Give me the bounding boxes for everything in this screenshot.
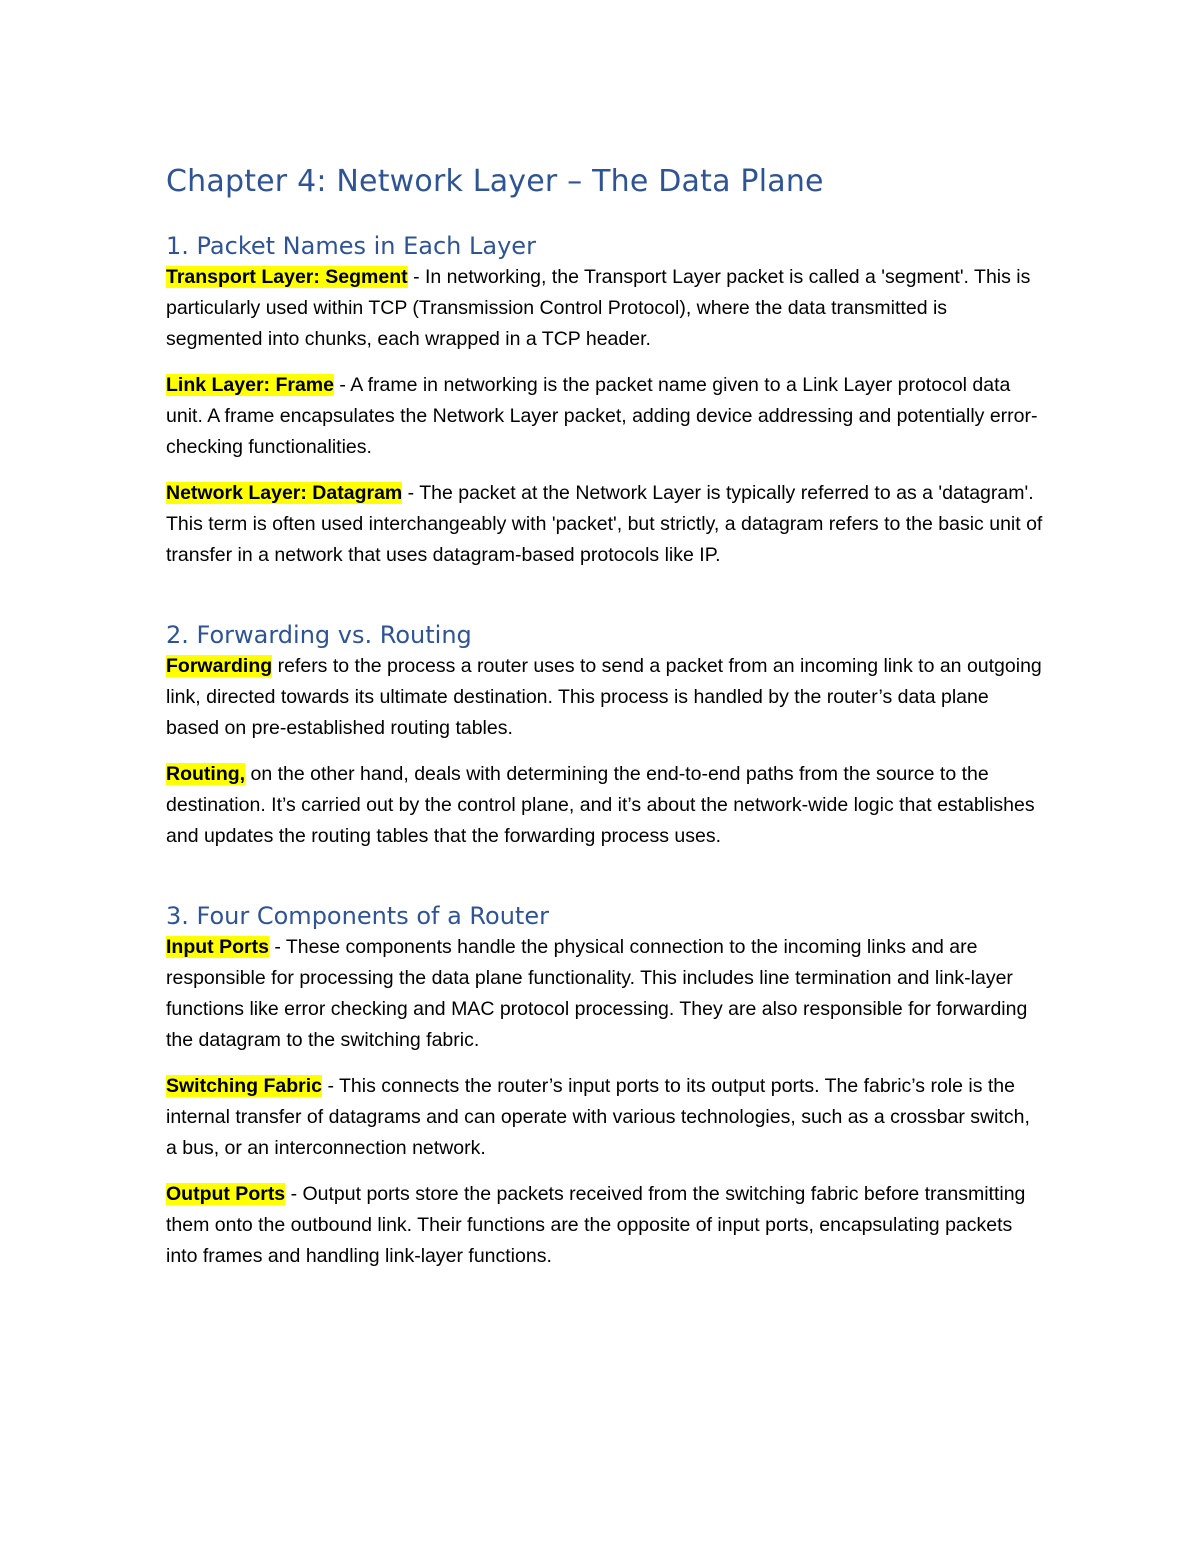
paragraph-transport-layer	[166, 262, 1046, 355]
highlighted-term: Routing,	[166, 763, 246, 785]
document-content	[166, 160, 1046, 1272]
highlighted-term: Transport Layer: Segment	[166, 266, 408, 288]
paragraph-routing	[166, 759, 1046, 852]
paragraph-network-layer	[166, 478, 1046, 571]
section-heading: 1. Packet Names in Each Layer	[166, 232, 536, 260]
highlighted-term: Forwarding	[166, 655, 273, 677]
paragraph-text: on the other hand, deals with determining the end-to-end paths from the source to the destination. It’s carried out by the control plane, and it’s about the network-wide logic that establishes and updates the routing tables that the forwarding process uses.	[166, 763, 1035, 847]
section-packet-names	[166, 230, 1046, 571]
highlighted-term: Link Layer: Frame	[166, 374, 334, 396]
section-router-components	[166, 900, 1046, 1272]
paragraph-text: refers to the process a router uses to send a packet from an incoming link to an outgoing link, directed towards its ultimate destination. This process is handled by the router’s data plane based on pre-established routing tables.	[166, 655, 1042, 739]
paragraph-switching-fabric	[166, 1071, 1046, 1164]
paragraph-input-ports	[166, 932, 1046, 1056]
document-title: Chapter 4: Network Layer – The Data Plane	[166, 164, 824, 199]
paragraph-text: - Output ports store the packets received from the switching fabric before transmitting them onto the outbound link. Their functions are the opposite of input ports, encapsulating packets into frames and handling link-layer functions.	[166, 1183, 1026, 1267]
highlighted-term: Network Layer: Datagram	[166, 482, 403, 504]
paragraph-link-layer	[166, 370, 1046, 463]
paragraph-text: - These components handle the physical connection to the incoming links and are responsible for processing the data plane functionality. This includes line termination and link-layer functions like error checking and MAC protocol processing. They are also responsible for forwarding the datagram to the switching fabric.	[166, 936, 1028, 1051]
paragraph-text: - This connects the router’s input ports to its output ports. The fabric’s role is the internal transfer of datagrams and can operate with various technologies, such as a crossbar switch, a bus, or an interconnection network.	[166, 1075, 1030, 1159]
section-forwarding-routing	[166, 619, 1046, 852]
highlighted-term: Switching Fabric	[166, 1075, 323, 1097]
highlighted-term: Output Ports	[166, 1183, 286, 1205]
paragraph-output-ports	[166, 1179, 1046, 1272]
paragraph-text: - In networking, the Transport Layer packet is called a 'segment'. This is particularly used within TCP (Transmission Control Protocol), where the data transmitted is segmented into chunks, each wrapped in a TCP header.	[166, 266, 1031, 350]
section-heading: 2. Forwarding vs. Routing	[166, 621, 472, 649]
paragraph-text: - The packet at the Network Layer is typically referred to as a 'datagram'. This term is often used interchangeably with 'packet', but strictly, a datagram refers to the basic unit of transfer in a network that uses datagram-based protocols like IP.	[166, 482, 1043, 566]
highlighted-term: Input Ports	[166, 936, 269, 958]
paragraph-text: - A frame in networking is the packet name given to a Link Layer protocol data unit. A frame encapsulates the Network Layer packet, adding device addressing and potentially error-checking functionalities.	[166, 374, 1038, 458]
section-heading: 3. Four Components of a Router	[166, 902, 549, 930]
paragraph-forwarding	[166, 651, 1046, 744]
